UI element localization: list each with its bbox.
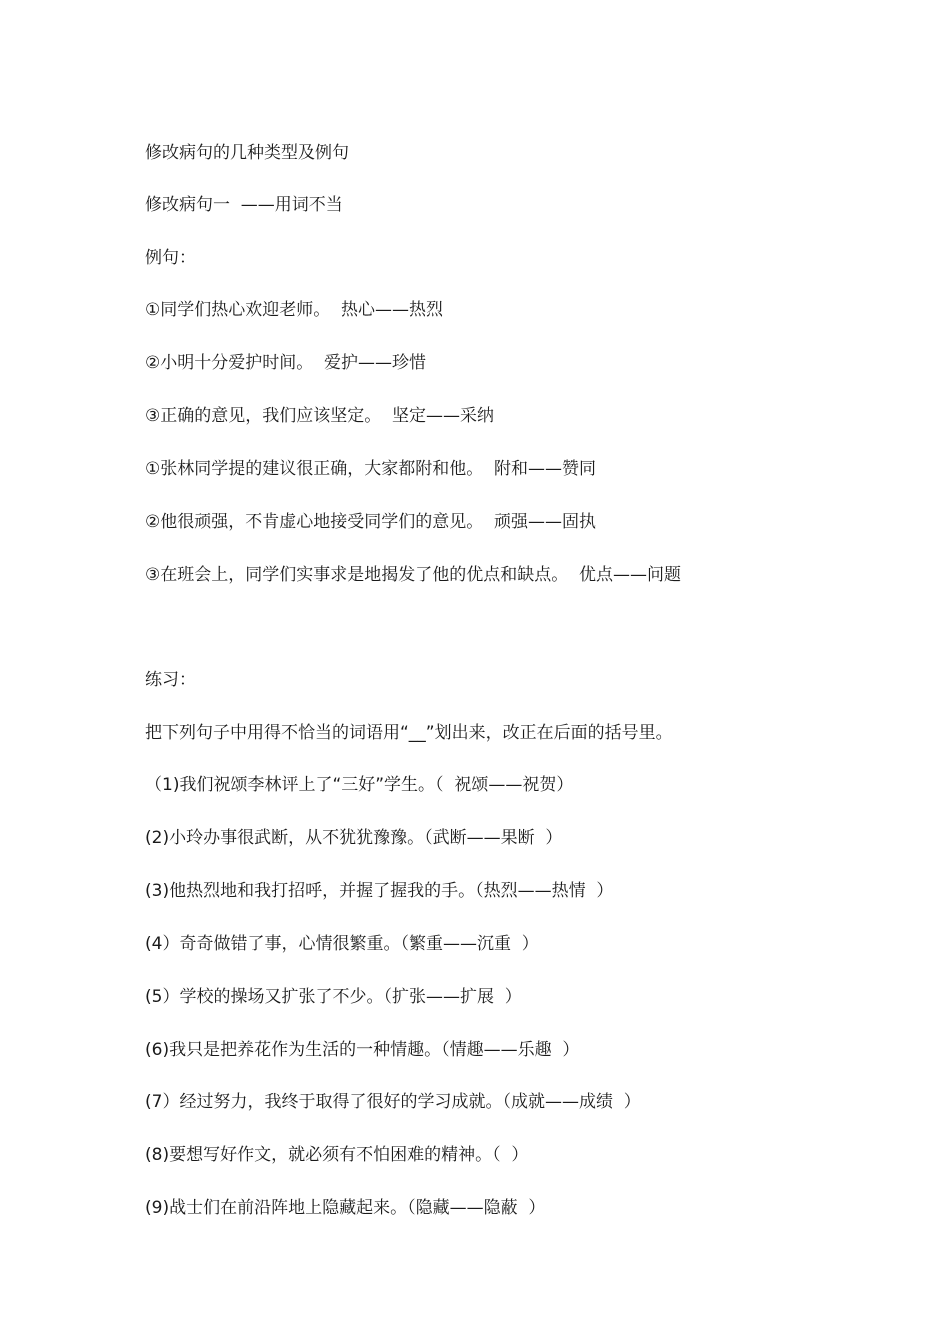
practice-label: 练习： <box>145 670 196 690</box>
practice-item: (4）奇奇做错了事，心情很繁重。（繁重——沉重 ） <box>145 934 539 954</box>
example-line: ①张林同学提的建议很正确，大家都附和他。 附和——赞同 <box>145 459 597 479</box>
practice-item: (8)要想写好作文，就必须有不怕困难的精神。（ ） <box>145 1145 529 1165</box>
section-heading: 修改病句一 ——用词不当 <box>145 195 343 215</box>
examples-label: 例句： <box>145 248 196 268</box>
example-line: ①同学们热心欢迎老师。 热心——热烈 <box>145 300 444 320</box>
practice-instruction: 把下列句子中用得不恰当的词语用“__”划出来，改正在后面的括号里。 <box>145 723 673 743</box>
practice-item: (6)我只是把养花作为生活的一种情趣。（情趣——乐趣 ） <box>145 1040 580 1060</box>
document-title: 修改病句的几种类型及例句 <box>145 143 349 163</box>
example-line: ③正确的意见，我们应该坚定。 坚定——采纳 <box>145 406 495 426</box>
practice-item: (7）经过努力，我终于取得了很好的学习成就。（成就——成绩 ） <box>145 1092 641 1112</box>
practice-item: （1)我们祝颂李林评上了“三好”学生。（ 祝颂——祝贺） <box>145 775 574 795</box>
example-line: ③在班会上，同学们实事求是地揭发了他的优点和缺点。 优点——问题 <box>145 565 682 585</box>
example-line: ②小明十分爱护时间。 爱护——珍惜 <box>145 353 427 373</box>
practice-item: (9)战士们在前沿阵地上隐藏起来。（隐藏——隐蔽 ） <box>145 1198 546 1218</box>
example-line: ②他很顽强，不肯虚心地接受同学们的意见。 顽强——固执 <box>145 512 597 532</box>
practice-item: (2)小玲办事很武断，从不犹犹豫豫。（武断——果断 ） <box>145 828 563 848</box>
practice-item: (5）学校的操场又扩张了不少。（扩张——扩展 ） <box>145 987 522 1007</box>
practice-item: (3)他热烈地和我打招呼，并握了握我的手。（热烈——热情 ） <box>145 881 614 901</box>
